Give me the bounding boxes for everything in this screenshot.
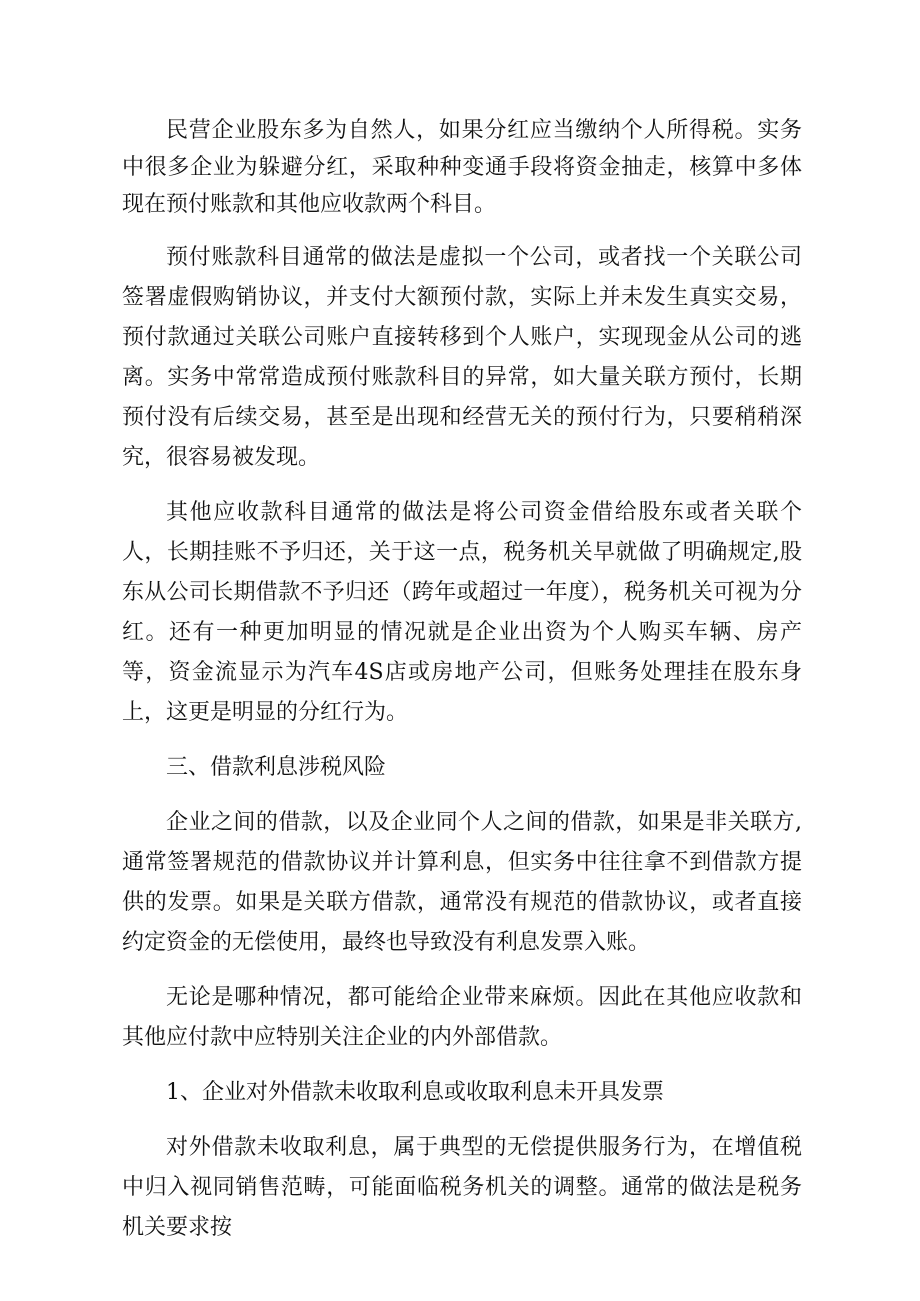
document-body <box>122 112 802 1248</box>
paragraph-prepayment-account: 预付账款科目通常的做法是虚拟一个公司，或者找一个关联公司签署虚假购销协议，并支付大额预付款，实际上并未发生真实交易，预付款通过关联公司账户直接转移到个人账户，实现现金从公司的逃离。实务中常常造成预付账款科目的异常，如大量关联方预付，长期预付没有后续交易，甚至是出现和经营无关的预付行为，只要稍稍深究，很容易被发现。 <box>122 245 802 470</box>
paragraph-external-loans-interest: 对外借款未收取利息，属于典型的无偿提供服务行为，在增值税中归入视同销售范畴，可能面临税务机关的调整。通常的做法是税务机关要求按 <box>122 1135 802 1240</box>
paragraph-shareholder-dividend: 民营企业股东多为自然人，如果分红应当缴纳个人所得税。实务中很多企业为躲避分红，采取种种变通手段将资金抽走，核算中多体现在预付账款和其他应收款两个科目。 <box>122 118 802 217</box>
subheading-external-loans: 1、企业对外借款未收取利息或收取利息未开具发票 <box>166 1080 664 1105</box>
paragraph-inter-company-loans: 企业之间的借款，以及企业同个人之间的借款，如果是非关联方,通常签署规范的借款协议并计算利息，但实务中往往拿不到借款方提供的发票。如果是关联方借款，通常没有规范的借款协议，或者直接约定资金的无偿使用，最终也导致没有利息发票入账。 <box>122 810 802 955</box>
section-heading-loan-interest: 三、借款利息涉税风险 <box>166 755 387 780</box>
paragraph-other-receivables: 其他应收款科目通常的做法是将公司资金借给股东或者关联个人，长期挂账不予归还，关于这一点，税务机关早就做了明确规定,股东从公司长期借款不予归还（跨年或超过一年度），税务机关可视为分红。还有一种更加明显的情况就是企业出资为个人购买车辆、房产等，资金流显示为汽车4S店或房地产公司，但账务处理挂在股东身上，这更是明显的分红行为。 <box>122 500 802 725</box>
paragraph-loan-attention: 无论是哪种情况，都可能给企业带来麻烦。因此在其他应收款和其他应付款中应特别关注企业的内外部借款。 <box>122 985 802 1050</box>
